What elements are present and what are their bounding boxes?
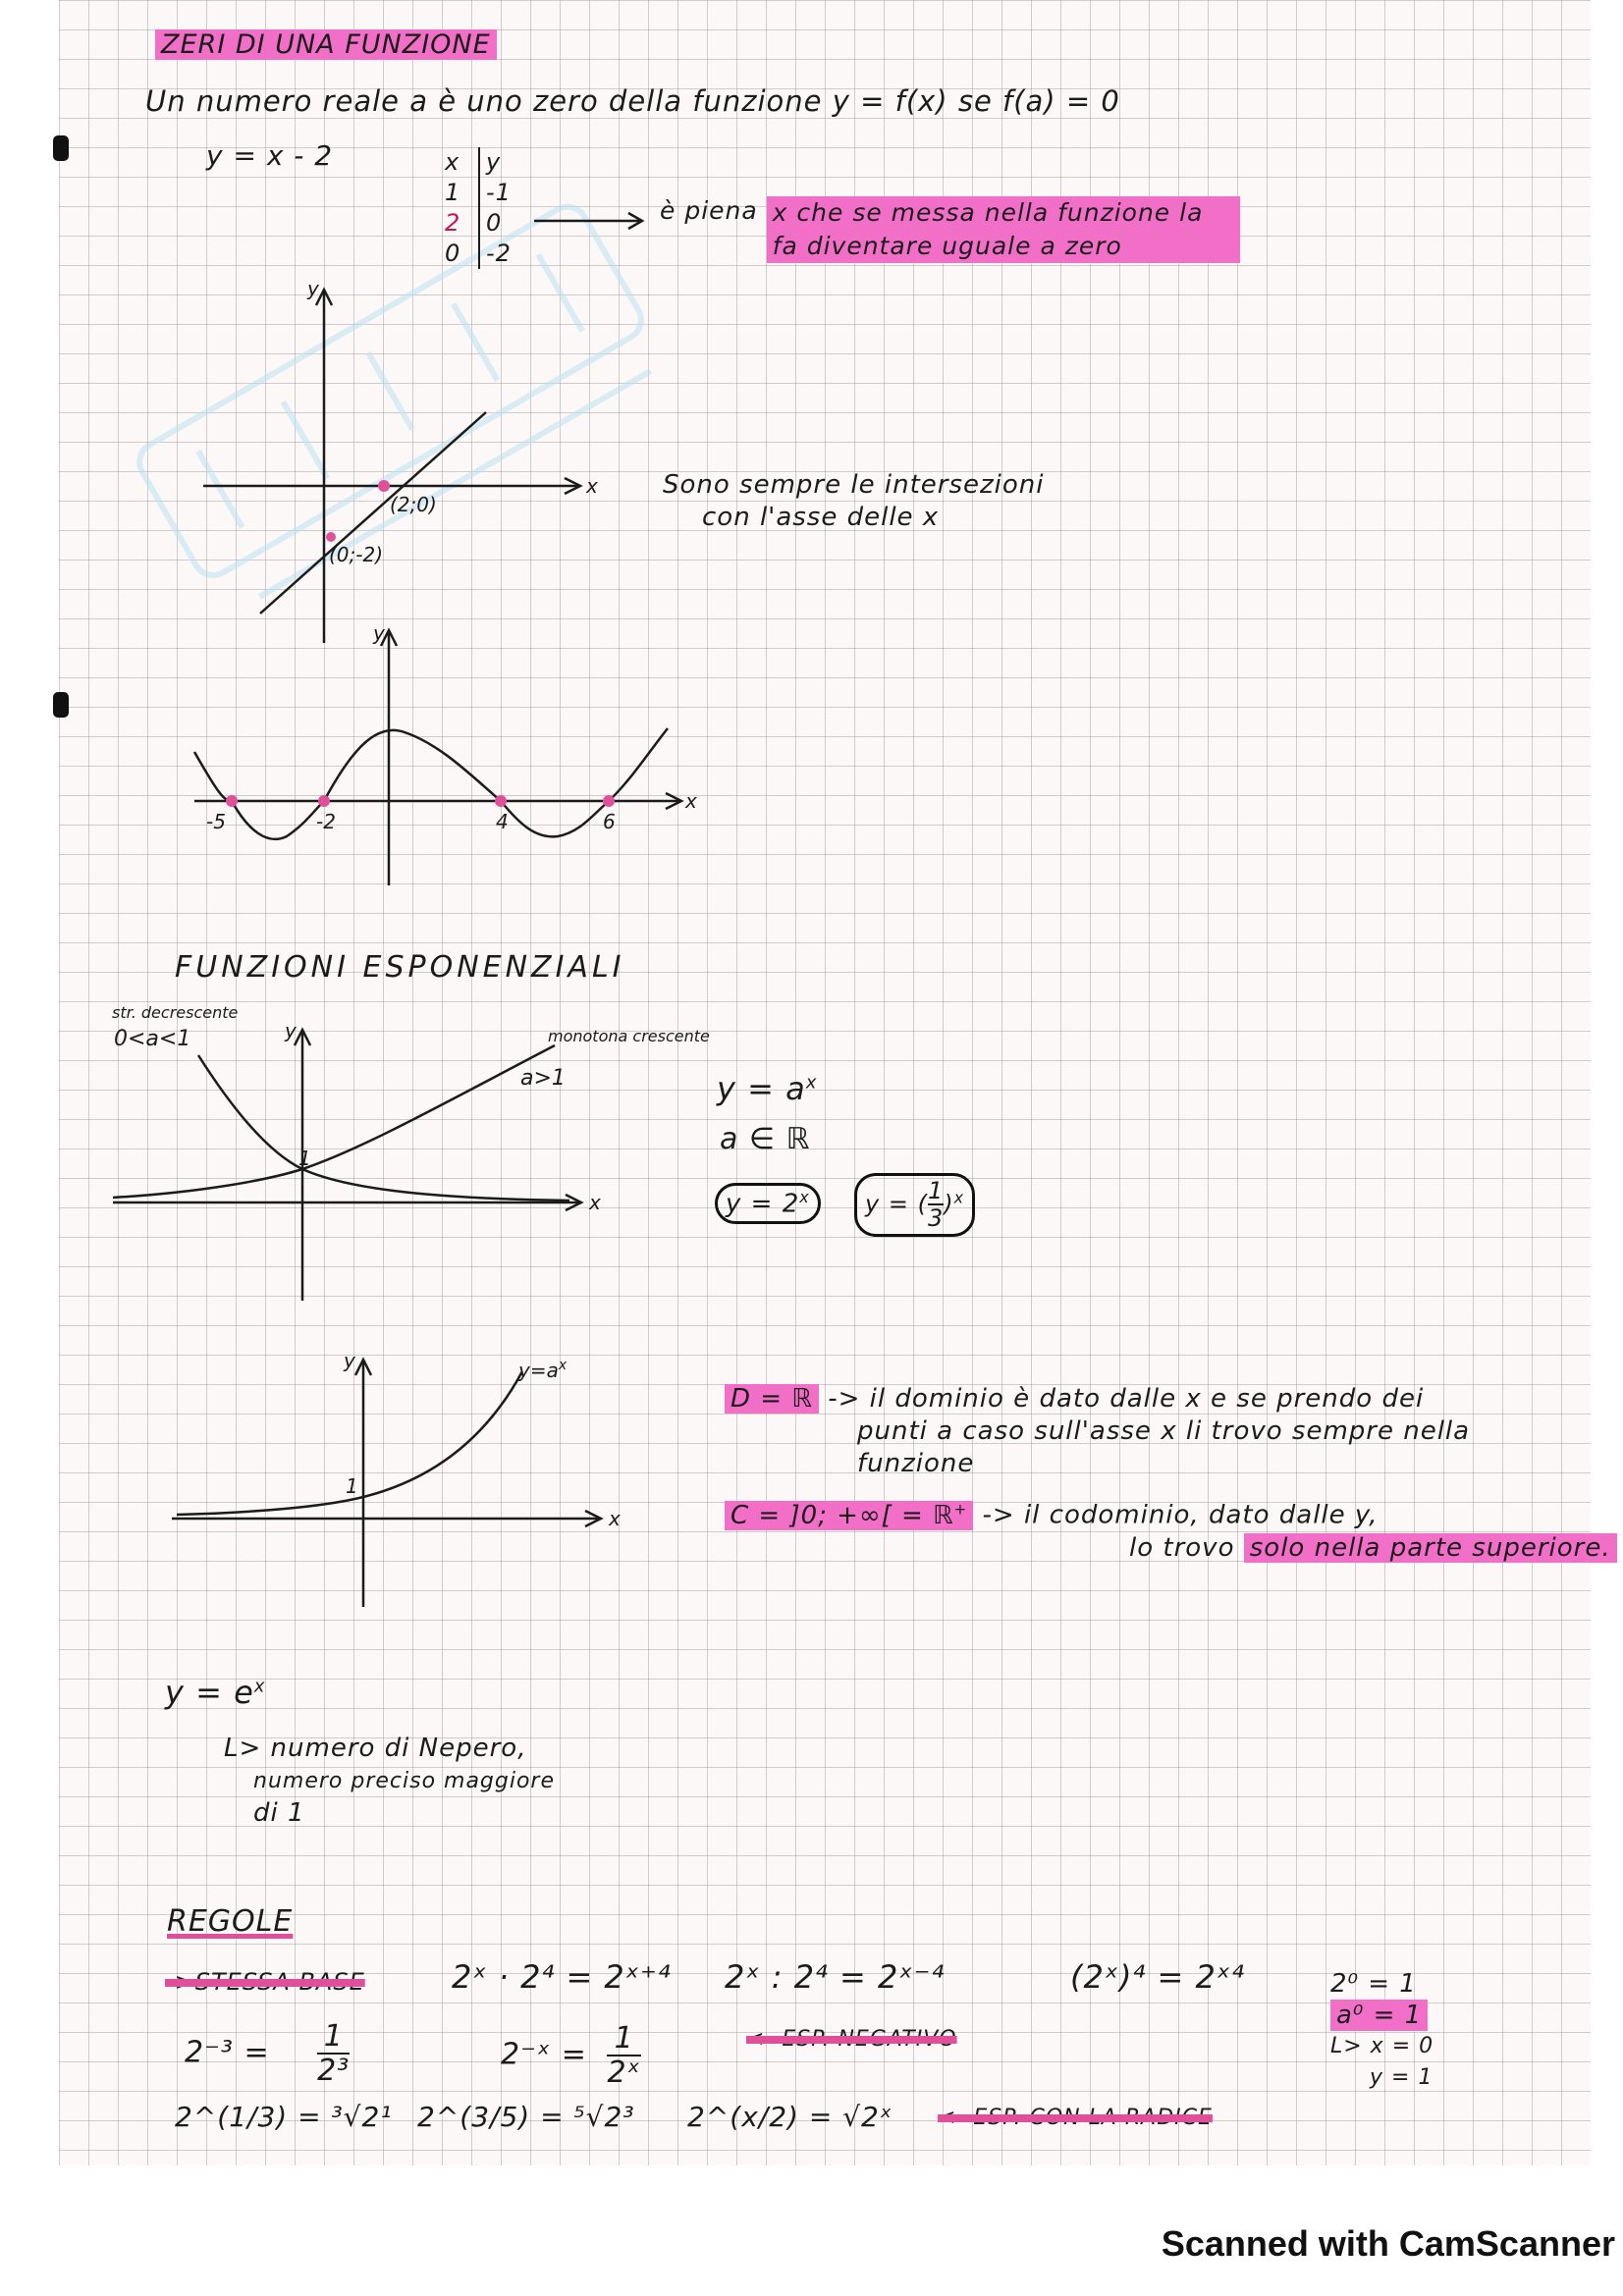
root-rule-2: 2^(3/5) = ⁵√2³ xyxy=(417,2101,635,2133)
binder-hole xyxy=(53,135,69,161)
zero-rule-line: L> x = 0 xyxy=(1330,2034,1434,2058)
numerator: 1 xyxy=(323,2019,344,2054)
codomain-sup: + xyxy=(953,1500,968,1518)
codomain-note-line xyxy=(1129,1533,1617,1563)
root-rule-1: 2^(1/3) = ³√2¹ xyxy=(175,2101,393,2133)
exponential-graph xyxy=(108,1003,710,1310)
codomain-block xyxy=(725,1500,1379,1530)
example-exponent: x xyxy=(799,1188,810,1206)
increasing-condition: a>1 xyxy=(520,1066,566,1091)
domain-note: -> il dominio è dato dalle x e se prendo dei xyxy=(828,1384,1425,1414)
negative-exponent-rule-2 xyxy=(501,2022,641,2089)
y-axis-label: y xyxy=(307,277,319,300)
page-title: ZERI DI UNA FUNZIONE xyxy=(155,29,497,60)
linear-equation: y = x - 2 xyxy=(206,139,334,172)
exponential-graph-2 xyxy=(167,1350,628,1615)
euler-note-line: L> numero di Nepero, xyxy=(224,1734,527,1763)
zero-point-marker xyxy=(603,795,615,807)
rule-power: (2ˣ)⁴ = 2ˣ⁴ xyxy=(1070,1958,1245,1996)
negative-lhs: 2⁻³ = xyxy=(185,2035,270,2070)
negative-exponent-rule-1 xyxy=(185,2020,350,2087)
example-base-two xyxy=(715,1183,821,1224)
note-line: con l'asse delle x xyxy=(702,503,940,532)
decreasing-curve xyxy=(198,1055,569,1201)
curve-label-exponent: x xyxy=(558,1358,568,1373)
zero-rule-line: 2⁰ = 1 xyxy=(1330,1969,1417,1999)
x-axis-label: x xyxy=(685,789,697,813)
rule-quotient: 2ˣ : 2⁴ = 2ˣ⁻⁴ xyxy=(725,1958,946,1996)
fraction xyxy=(607,2022,640,2089)
table-cell: -1 xyxy=(478,178,512,208)
example-text: y = xyxy=(865,1190,918,1218)
note-line: Sono sempre le intersezioni xyxy=(663,470,1045,500)
value-table xyxy=(445,147,512,269)
scanner-footer: Scanned with CamScanner xyxy=(1161,2223,1615,2264)
zero-note-line-1 xyxy=(660,196,1240,263)
x-axis-label: x xyxy=(586,474,598,498)
table-cell: 2 xyxy=(445,209,461,237)
codomain-text: C = ]0; +∞[ = ℝ xyxy=(730,1500,954,1530)
denominator: 3 xyxy=(927,1204,945,1233)
a-domain: a ∈ ℝ xyxy=(720,1122,811,1156)
same-base-label: ->STESSA BASE xyxy=(165,1968,365,1996)
table-cell: 0 xyxy=(478,208,512,239)
zero-point-marker xyxy=(318,795,330,807)
example-exponent: x xyxy=(953,1188,965,1207)
numerator: 1 xyxy=(614,2021,634,2056)
exponential-formula xyxy=(717,1070,817,1107)
y-axis-label: y xyxy=(285,1019,297,1042)
root-rule-3: 2^(x/2) = √2ˣ xyxy=(687,2101,893,2133)
intercept-point-marker xyxy=(326,532,336,542)
function-line xyxy=(260,412,486,614)
zero-note-highlight: x che se messa nella funzione la fa diventare uguale a zero xyxy=(767,196,1240,263)
rules-heading: REGOLE xyxy=(167,1904,294,1939)
example-base-third: y = ( $\frac{1}{3}$ )$^x$ xyxy=(854,1173,975,1237)
domain-label: D = ℝ xyxy=(725,1384,819,1414)
denominator: 2ˣ xyxy=(607,2056,641,2090)
zero-label: 6 xyxy=(603,810,616,833)
intercept-label: 1 xyxy=(298,1147,311,1170)
definition-text: Un numero reale a è uno zero della funzione y = f(x) se f(a) = 0 xyxy=(145,84,1120,118)
domain-block xyxy=(725,1384,1424,1414)
euler-text: y = e xyxy=(165,1674,254,1711)
euler-exponent: x xyxy=(253,1676,266,1697)
codomain-note: -> il codominio, dato dalle y, xyxy=(982,1500,1379,1530)
example-text: y = 2 xyxy=(726,1189,800,1219)
increasing-label: monotona crescente xyxy=(548,1027,710,1045)
table-header-y: y xyxy=(478,147,512,178)
zeros-function-graph xyxy=(177,618,707,893)
point-label: (0;-2) xyxy=(329,543,384,566)
zero-label: -5 xyxy=(206,810,226,833)
curve-label-text: y=a xyxy=(518,1359,559,1382)
euler-note-line: di 1 xyxy=(253,1798,305,1828)
linear-function-graph xyxy=(191,277,633,653)
zero-exponent-rules xyxy=(1330,1968,1434,2094)
fraction xyxy=(928,1178,944,1232)
x-axis-label: x xyxy=(609,1507,621,1530)
decreasing-label: str. decrescente xyxy=(112,1003,239,1022)
domain-note-line: funzione xyxy=(857,1449,975,1478)
arrow-icon xyxy=(530,206,653,236)
table-header-x: x xyxy=(445,148,460,176)
zero-label: 4 xyxy=(496,810,509,833)
negative-exponent-label: <- ESP. NEGATIVO xyxy=(746,2027,957,2052)
root-exponent-label: <- ESP. CON LA RADICE xyxy=(938,2106,1213,2130)
table-cell: 1 xyxy=(445,179,461,206)
euler-note xyxy=(224,1733,555,1830)
rule-product: 2ˣ · 2⁴ = 2ˣ⁺⁴ xyxy=(452,1958,672,1996)
page-margin xyxy=(0,0,59,2165)
domain-note-line: punti a caso sull'asse x li trovo sempre nella xyxy=(857,1416,1471,1446)
exponential-heading: FUNZIONI ESPONENZIALI xyxy=(175,950,625,985)
zero-rule-highlight: a⁰ = 1 xyxy=(1330,2000,1428,2031)
intercept-label: 1 xyxy=(346,1474,358,1498)
euler-formula xyxy=(165,1674,265,1711)
zero-point-marker xyxy=(495,795,507,807)
codomain-label xyxy=(725,1501,973,1530)
fraction xyxy=(317,2020,350,2087)
y-axis-label: y xyxy=(344,1349,355,1372)
zero-rule-line: y = 1 xyxy=(1370,2065,1434,2090)
formula-exponent: x xyxy=(805,1072,818,1094)
codomain-note-lead: lo trovo xyxy=(1129,1533,1235,1563)
increasing-curve xyxy=(113,1045,555,1198)
table-cell: -2 xyxy=(478,239,512,269)
wave-curve xyxy=(194,728,668,839)
table-cell: 0 xyxy=(445,240,461,267)
intersections-note xyxy=(663,469,1044,534)
zero-point-marker xyxy=(378,480,390,492)
binder-hole xyxy=(53,692,69,718)
zero-label: -2 xyxy=(316,810,336,833)
euler-note-line: numero preciso maggiore xyxy=(253,1769,556,1793)
point-label: (2;0) xyxy=(390,493,437,516)
x-axis-label: x xyxy=(589,1191,601,1214)
curve-label xyxy=(517,1358,568,1382)
y-axis-label: y xyxy=(373,621,385,645)
zero-point-marker xyxy=(226,795,238,807)
denominator: 2³ xyxy=(317,2054,351,2088)
zero-note-lead: è piena xyxy=(660,196,758,225)
decreasing-condition: 0<a<1 xyxy=(114,1027,191,1051)
numerator: 1 xyxy=(927,1177,945,1204)
codomain-note-highlight: solo nella parte superiore. xyxy=(1244,1533,1617,1563)
negative-lhs: 2⁻ˣ = xyxy=(501,2037,587,2072)
formula-base: y = a xyxy=(717,1070,806,1107)
